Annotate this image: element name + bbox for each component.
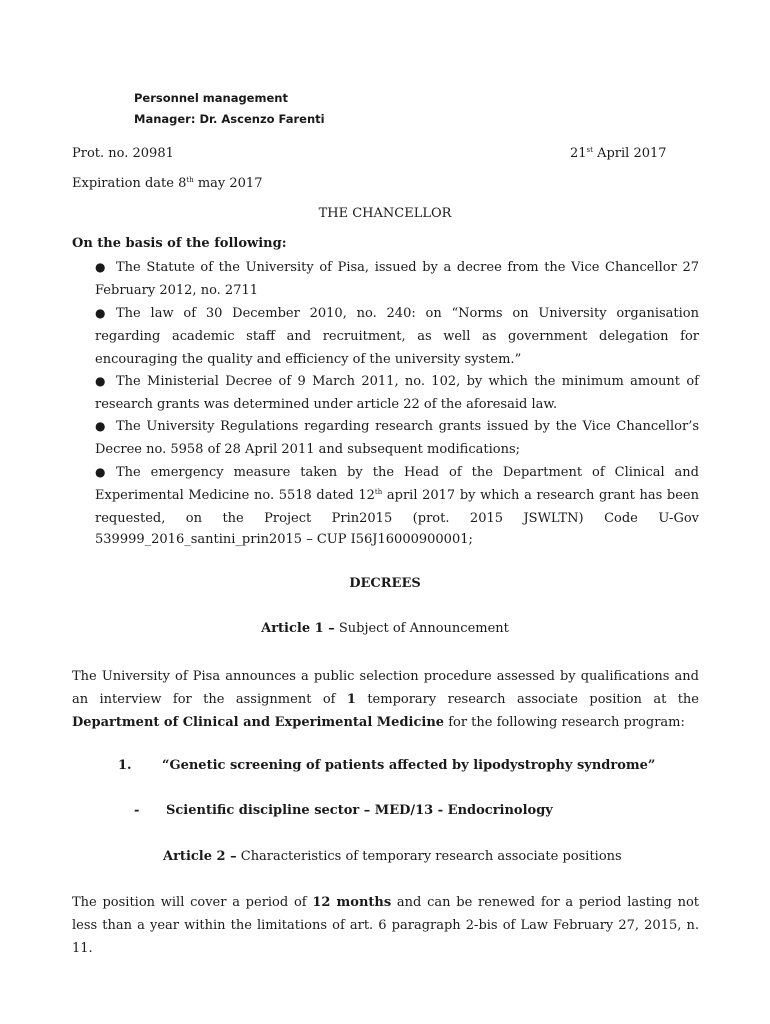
document-date: 21st April 2017: [570, 146, 667, 161]
program-number: 1.: [118, 758, 132, 773]
bullet-icon: ●: [95, 306, 106, 320]
announcement-paragraph: The University of Pisa announces a public selection procedure assessed by qualifications and an interview for the assignment of 1 temporary research associate position at the Department of Clinical and Experimental Medicine for the following research program:: [72, 669, 699, 730]
list-item: ● The emergency measure taken by the Head of the Department of Clinical and Experimental Medicine no. 5518 dated 12th april 2017 by which a research grant has been requested, on the Project Prin2015 (prot. 2015 JSWLTN) Code U-Gov: [95, 461, 699, 530]
protocol-number: Prot. no. 20981: [72, 146, 174, 161]
sector-dash: -: [134, 803, 140, 818]
list-item: ● The University Regulations regarding research grants issued by the Vice Chancellor’s Decree no. 5958 of 28 April 2011 and subsequent modifications;: [95, 415, 699, 462]
bullet-icon: ●: [95, 419, 106, 433]
sector-text: Scientific discipline sector – MED/13 - Endocrinology: [166, 803, 553, 818]
list-item: ● The Statute of the University of Pisa, issued by a decree from the Vice Chancellor 27 February 2012, no. 2711: [95, 256, 699, 303]
bullet-icon: ●: [95, 260, 106, 274]
bullet-icon: ●: [95, 465, 106, 479]
article-2-heading: Article 2 – Characteristics of temporary research associate positions: [163, 849, 622, 864]
basis-heading: On the basis of the following:: [72, 236, 287, 251]
article-1-heading: Article 1 – Subject of Announcement: [261, 621, 509, 636]
page-title: THE CHANCELLOR: [318, 206, 452, 221]
list-item-continuation: 539999_2016_santini_prin2015 – CUP I56J16000900001;: [95, 532, 473, 547]
position-paragraph: The position will cover a period of 12 months and can be renewed for a period lasting not less than a year within the limitations of art. 6 paragraph 2-bis of Law February 27, 2015, n. 11.: [72, 895, 700, 956]
bullet-icon: ●: [95, 374, 106, 388]
list-item: ● The law of 30 December 2010, no. 240: on “Norms on University organisation regarding academic staff and recruitment, as well as government delegation for encouraging the quality and efficiency of the university system.”: [95, 302, 699, 371]
program-title: “Genetic screening of patients affected by lipodystrophy syndrome”: [162, 758, 656, 773]
decrees-heading: DECREES: [349, 576, 421, 591]
office-name: Personnel management: [134, 91, 288, 105]
expiration-date: Expiration date 8th may 2017: [72, 176, 263, 191]
manager-name: Manager: Dr. Ascenzo Farenti: [134, 112, 325, 126]
list-item: ● The Ministerial Decree of 9 March 2011, no. 102, by which the minimum amount of research grants was determined under article 22 of the aforesaid law.: [95, 370, 699, 417]
